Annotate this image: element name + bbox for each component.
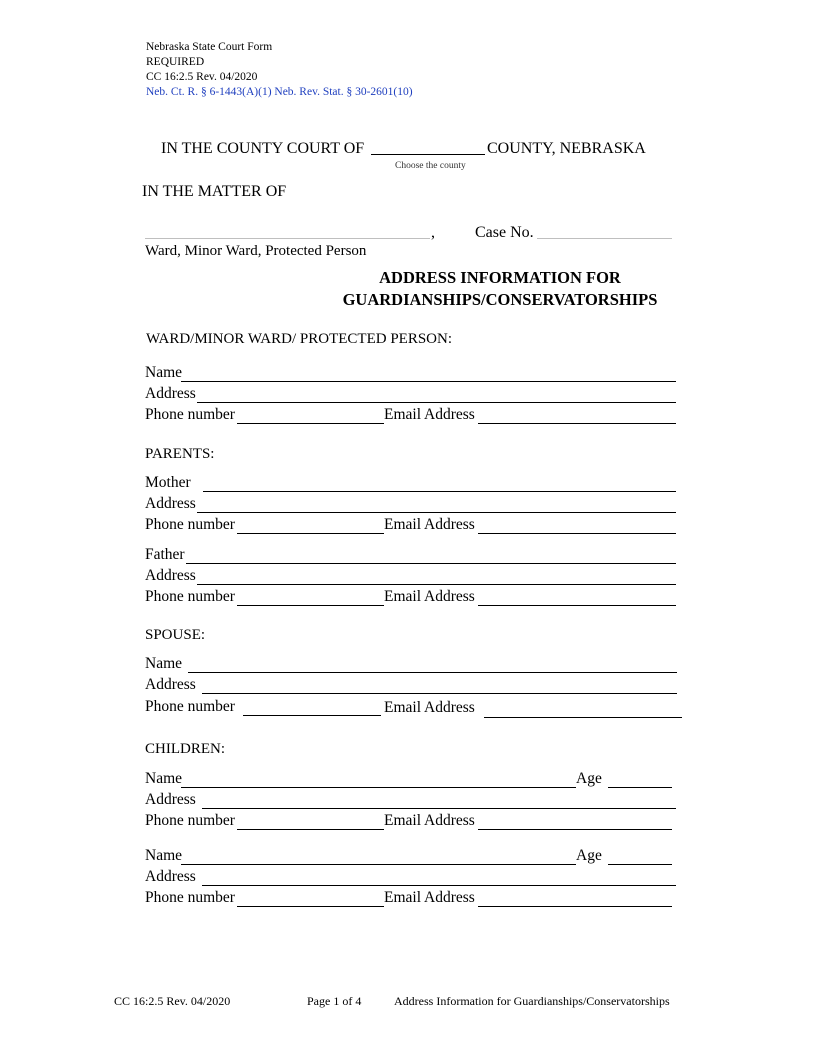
- child2-name-row: [145, 847, 685, 866]
- section-children: CHILDREN:: [145, 741, 225, 757]
- email-label: Email Address: [384, 516, 475, 533]
- spouse-name-input[interactable]: [188, 672, 677, 673]
- footer-page-number: Page 1 of 4: [307, 994, 362, 1008]
- child1-age-input[interactable]: [608, 787, 672, 788]
- phone-label: Phone number: [145, 698, 235, 715]
- father-address-row: [145, 567, 685, 586]
- court-suffix: COUNTY, NEBRASKA: [487, 140, 646, 157]
- phone-label: Phone number: [145, 889, 235, 906]
- case-no-label: Case No.: [475, 224, 534, 241]
- mother-phone-input[interactable]: [237, 533, 384, 534]
- spouse-address-row: [145, 676, 685, 695]
- spouse-phone-input[interactable]: [243, 715, 381, 716]
- child1-address-row: [145, 791, 685, 810]
- caption-comma: ,: [431, 224, 435, 241]
- father-contact-row: [145, 588, 685, 607]
- child1-phone-input[interactable]: [237, 829, 384, 830]
- ward-name-field[interactable]: [145, 238, 430, 239]
- ward-contact-row: [145, 406, 685, 425]
- county-field[interactable]: [371, 154, 485, 155]
- child2-contact-row: [145, 889, 685, 908]
- spouse-email-input[interactable]: [484, 717, 682, 718]
- footer-title: Address Information for Guardianships/Conservatorships: [394, 994, 670, 1008]
- footer-form-code: CC 16:2.5 Rev. 04/2020: [114, 994, 231, 1008]
- address-label: Address: [145, 567, 196, 584]
- child2-address-input[interactable]: [202, 885, 676, 886]
- father-address-input[interactable]: [197, 584, 676, 585]
- email-label: Email Address: [384, 406, 475, 423]
- case-no-field[interactable]: [537, 238, 672, 239]
- required-label: REQUIRED: [146, 56, 205, 68]
- spouse-name-row: [145, 655, 685, 674]
- ward-name-row: [145, 364, 685, 383]
- phone-label: Phone number: [145, 588, 235, 605]
- spouse-contact-row: [145, 698, 685, 717]
- child1-email-input[interactable]: [478, 829, 672, 830]
- mother-label: Mother: [145, 474, 191, 491]
- ward-email-input[interactable]: [478, 423, 676, 424]
- father-email-input[interactable]: [478, 605, 676, 606]
- name-label: Name: [145, 364, 183, 381]
- child2-age-input[interactable]: [608, 864, 672, 865]
- section-ward: WARD/MINOR WARD/ PROTECTED PERSON:: [146, 331, 452, 347]
- child2-phone-input[interactable]: [237, 906, 384, 907]
- spouse-address-input[interactable]: [202, 693, 677, 694]
- child2-email-input[interactable]: [478, 906, 672, 907]
- form-code: CC 16:2.5 Rev. 04/2020: [146, 71, 258, 83]
- section-spouse: SPOUSE:: [145, 627, 206, 643]
- address-label: Address: [145, 676, 196, 693]
- court-prefix: IN THE COUNTY COURT OF: [161, 140, 365, 157]
- mother-email-input[interactable]: [478, 533, 676, 534]
- mother-address-row: [145, 495, 685, 514]
- child1-name-input[interactable]: [181, 787, 576, 788]
- name-label: Name: [145, 847, 183, 864]
- father-name-row: [145, 546, 685, 565]
- father-label: Father: [145, 546, 185, 563]
- email-label: Email Address: [384, 699, 475, 716]
- phone-label: Phone number: [145, 812, 235, 829]
- child1-address-input[interactable]: [202, 808, 676, 809]
- father-phone-input[interactable]: [237, 605, 384, 606]
- ward-address-input[interactable]: [197, 402, 676, 403]
- phone-label: Phone number: [145, 406, 235, 423]
- mother-contact-row: [145, 516, 685, 535]
- form-name: Nebraska State Court Form: [146, 41, 273, 53]
- page-title-line1: ADDRESS INFORMATION FOR: [379, 268, 621, 287]
- name-label: Name: [145, 770, 183, 787]
- section-parents: PARENTS:: [145, 446, 215, 462]
- email-label: Email Address: [384, 588, 475, 605]
- ward-address-row: [145, 385, 685, 404]
- age-label: Age: [576, 770, 602, 787]
- child2-address-row: [145, 868, 685, 887]
- child1-contact-row: [145, 812, 685, 831]
- mother-address-input[interactable]: [197, 512, 676, 513]
- child2-name-input[interactable]: [181, 864, 576, 865]
- address-label: Address: [145, 868, 196, 885]
- page-title-line2: GUARDIANSHIPS/CONSERVATORSHIPS: [342, 290, 658, 309]
- address-label: Address: [145, 495, 196, 512]
- email-label: Email Address: [384, 889, 475, 906]
- email-label: Email Address: [384, 812, 475, 829]
- address-label: Address: [145, 791, 196, 808]
- mother-name-row: [145, 474, 685, 493]
- child1-name-row: [145, 770, 685, 789]
- ward-caption-label: Ward, Minor Ward, Protected Person: [145, 243, 367, 259]
- age-label: Age: [576, 847, 602, 864]
- statute-citation[interactable]: Neb. Ct. R. § 6-1443(A)(1) Neb. Rev. Stat. § 30-2601(10): [146, 86, 413, 98]
- father-name-input[interactable]: [186, 563, 676, 564]
- matter-label: IN THE MATTER OF: [142, 183, 287, 200]
- ward-name-input[interactable]: [181, 381, 676, 382]
- county-hint: Choose the county: [395, 161, 466, 171]
- phone-label: Phone number: [145, 516, 235, 533]
- ward-phone-input[interactable]: [237, 423, 384, 424]
- address-label: Address: [145, 385, 196, 402]
- mother-name-input[interactable]: [203, 491, 676, 492]
- name-label: Name: [145, 655, 183, 672]
